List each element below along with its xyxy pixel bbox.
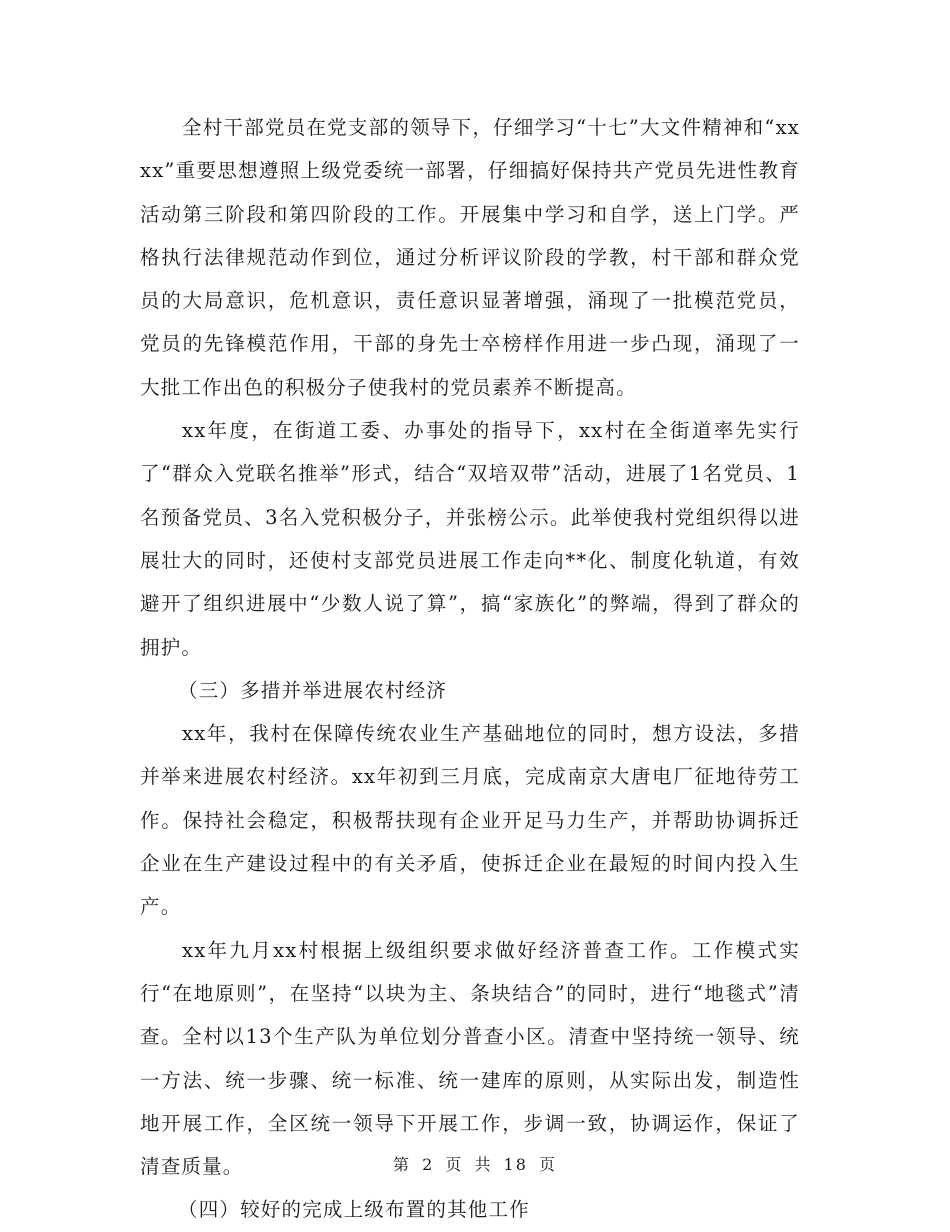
page-footer: 第 2 页 共 18 页 (393, 1155, 557, 1174)
paragraph-party-recruitment: xx年度，在街道工委、办事处的指导下，xx村在全街道率先实行了“群众入党联名推举”形式，结合“双培双带”活动，进展了1名党员、1名预备党员、3名入党积极分子，并张榜公示。此举使我村党组织得以进展壮大的同时，还使村支部党员进展工作走向**化、制度化轨道，有效避开了组织进展中“少数人说了算”，搞“家族化”的弊端，得到了群众的拥护。 (140, 419, 800, 659)
paragraph-party-study: 全村干部党员在党支部的领导下，仔细学习“十七”大文件精神和“xxxx”重要思想遵照上级党委统一部署，仔细搞好保持共产党员先进性教育活动第三阶段和第四阶段的工作。开展集中学习和自学，送上门学。严格执行法律规范动作到位，通过分析评议阶段的学教，村干部和群众党员的大局意识，危机意识，责任意识显著增强，涌现了一批模范党员，党员的先锋模范作用，干部的身先士卒榜样作用进一步凸现，涌现了一大批工作出色的积极分子使我村的党员素养不断提高。 (140, 116, 800, 399)
section-heading-economy: （三）多措并举进展农村经济 (178, 678, 448, 702)
paragraph-economic-census: xx年九月xx村根据上级组织要求做好经济普查工作。工作模式实行“在地原则”，在坚持“以块为主、条块结合”的同时，进行“地毯式”清查。全村以13个生产队为单位划分普查小区。清查中坚持统一领导、统一方法、统一步骤、统一标准、统一建库的原则，从实际出发，制造性地开展工作，全区统一领导下开展工作，步调一致，协调运作，保证了清查质量。 (140, 938, 800, 1179)
paragraph-rural-economy: xx年，我村在保障传统农业生产基础地位的同时，想方设法，多措并举来进展农村经济。xx年初到三月底，完成南京大唐电厂征地待劳工作。保持社会稳定，积极帮扶现有企业开足马力生产，并帮助协调拆迁企业在生产建设过程中的有关矛盾，使拆迁企业在最短的时间内投入生产。 (140, 722, 800, 919)
section-heading-other-work: （四）较好的完成上级布置的其他工作 (178, 1198, 530, 1222)
document-body (140, 106, 800, 1232)
